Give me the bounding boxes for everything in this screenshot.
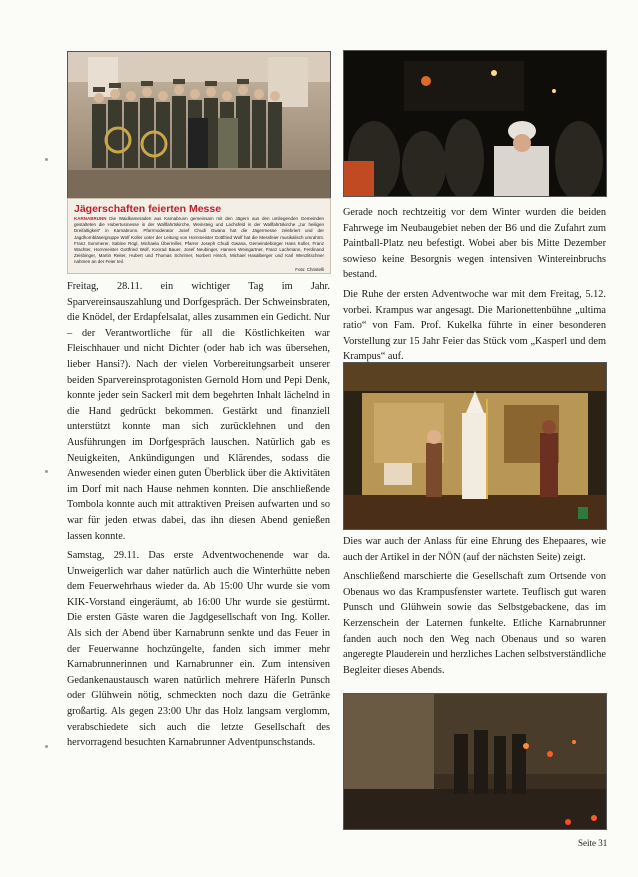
paragraph-krampus: Die Ruhe der ersten Adventwoche war mit dem Freitag, 5.12. vorbei. Krampus war angesagt. Die Marionettenbühne „ultima ratio“ von Fam. Prof. Kukelka führte in einer besonderen Vorstellung zur 15 Jahr Feier das Stück vom „Kasperl und dem Krampus“ auf.: [343, 288, 606, 363]
clipping-title: Jägerschaften feierten Messe: [74, 203, 222, 215]
right-column-text-bottom: [343, 534, 606, 682]
clipping-credit: Foto: Christelli: [295, 266, 324, 272]
paragraph-honor: Dies war auch der Anlass für eine Ehrung des Ehepaares, wie auch der Artikel in der NÖN (auf der nächsten Seite) zeigt.: [343, 536, 606, 563]
right-column-text-top: [343, 205, 606, 369]
clipping-text: [68, 216, 330, 266]
margin-mark: [45, 158, 48, 161]
paragraph-saturday: Samstag, 29.11. Das erste Adventwochenende war da. Unweigerlich war daher natürlich auch die Winterhütte neben dem Feuerwehrhaus wieder da. Ab 15:00 Uhr wurde sie vom KIK-Vorstand eingeräumt, ab 16:00 Uhr wurde sie gestürmt. Die ersten Gäste waren die Jagdgesellschaft von Ing. Koller. Als sich der Abend über Karnabrunn senkte und das Feuer in der Feuerwanne hochzüngelte, fanden sich immer mehr Karnabrunnerinnen und Karnabrunner ein. Zum intensiven Gedankenaustausch waren natürlich mehrere Häferln Punsch oder Glühwein nötig, schmeckten noch dazu die Getränke großartig. Als gegen 23:00 Uhr das Holz langsam verglomm, verabschiedete sich auch die letzte Gesellschaft des hervorragend besuchten Karnabrunner Adventpunschstands.: [67, 550, 330, 749]
page-number: Seite 31: [578, 838, 608, 848]
clipping-place: KARNABRUNN: [74, 216, 107, 221]
margin-mark: [45, 745, 48, 748]
margin-mark: [45, 470, 48, 473]
paragraph-roads: Gerade noch rechtzeitig vor dem Winter wurden die beiden Fahrwege im Neubaugebiet neben der B6 und die Zufahrt zum Paintball-Platz neu befestigt. Wobei aber bis Mitte Dezember sowieso keine Besorgnis wegen intensiven Wintereinbruchs bestand.: [343, 207, 606, 281]
paragraph-krampusfenster: Anschließend marschierte die Gesellschaft zum Ortsende von Obenaus wo das Krampusfenster wartete. Teuflisch gut waren Punsch und Glühwein sowie das Selbstgebackene, das im Kerzenschein der Laternen funkelte. Etliche Karnabrunner fanden auch noch den Weg nach Obenaus und so waren angeregte Plauderein und herzliches Lachen selbstverständliche Begleiter dieses Abends.: [343, 571, 606, 676]
left-column-text: [67, 279, 330, 755]
puppet-theater-photo: [343, 362, 607, 530]
hunters-group-photo: [67, 51, 331, 200]
clipping-body: Die Waidkameraden aus Karnabrunn gemeinsam mit den Jägern aus den umliegenden Gemeinden gestalteten die Hubertusmesse in der Wallfahrtskirche, Weinsteig und Lachsfeld in der Wallfahrtskirche „zur heiligen Dreifaltigkeit“ in Karnabrunn. Pfarrmoderator Josef Chudi Gwana hat die Jägermesse zelebriert und der Jagdhornbläsergruppe Wolf Koller unter der Leitung von Hornmeister Gottfried Wolf hat die Messfeier musikalisch umrahmt. Franz Sommerer, Sabine Rögl, Michaela Übermiller, Pfarrer Joseph Chudi Gwana, Gemeindebürger Hans Koller, Franz Wachter, Hornmeister Gottfried Wolf, Konrad Bauer, Josef Neubinger, Hannes Weingartner, Franz Lachmann, Ferdinand Zeisbinger, Martin Reiter, Hubert und Thomas Schrimer, Norbert Hirsch, Michael Hasalberger und Karl Wenzlitschner nahmen an der Feier teil.: [74, 216, 324, 265]
night-crowd-photo: [343, 50, 607, 197]
paragraph-friday: Freitag, 28.11. ein wichtiger Tag im Jahr. Sparvereinsauszahlung und Dorfgespräch. Der Schweinsbraten, die Knödel, der Erdapfelsalat, alles zusammen ein Gedicht. Nur – der Verantwortliche für all die Köstlichkeiten war Fleischhauer und nicht Dichter (oder hab ich was übersehen, lieber Hansi?). Nach der vielen Vorbereitungsarbeit unserer beiden Sparvereinsprotagonisten Gernold Horn und Pepi Denk, konnte jeder sein Sackerl mit dem begehrten Inhalt lächelnd in die Hand gedrückt bekommen. Gestärkt und finanziell unterstützt konnte man sich zurücklehnen und den Ausführungen im Dorfgespräch lauschen. Natürlich gab es Neuigkeiten, Ankündigungen und Klärendes, sodass die Anwesenden wieder einen guten Überblick über die Aktivitäten im Dorf mit nach Hause nehmen konnten. Die anschließende Tombola konnte auch mit attraktiven Preisen aufwarten und so war für jeden etwas dabei, das ihn diesen Abend genießen lassen konnte.: [67, 281, 330, 542]
procession-photo: [343, 693, 607, 830]
newspaper-clipping-caption: [67, 198, 331, 274]
